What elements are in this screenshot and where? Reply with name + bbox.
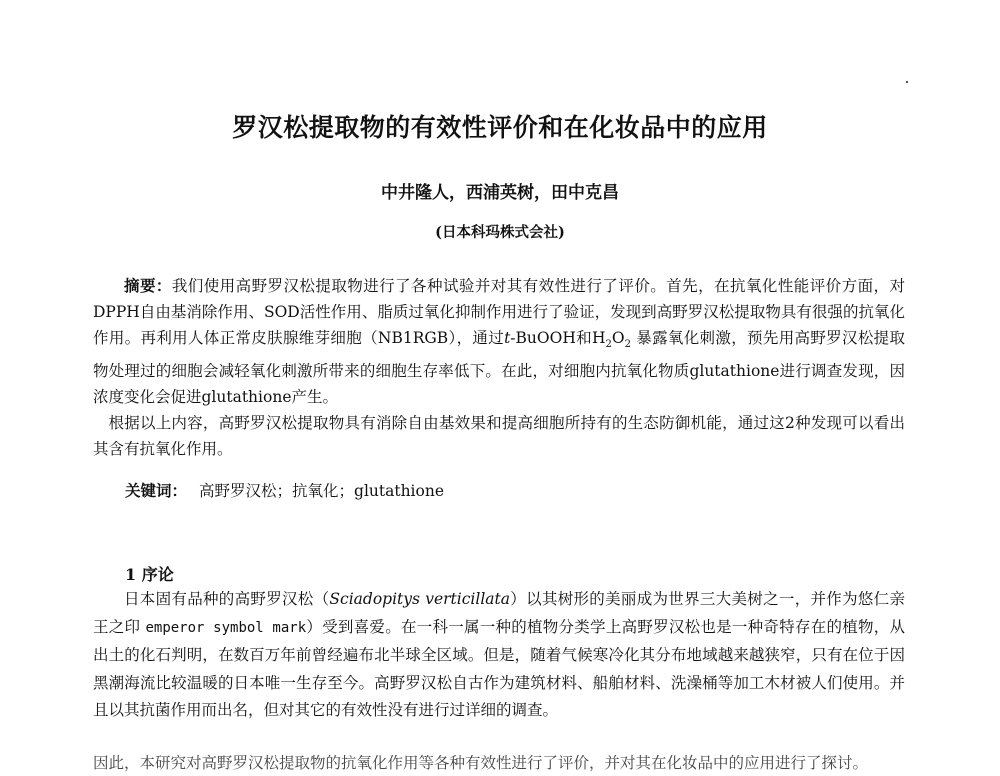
abstract-text-1b: 暴露氧化刺激，预先用高野罗汉松提取物处理过的细胞会减轻氧化刺激所带来的细胞生存率低下。在此，对细胞内抗氧化物质glutathione进行调查发现，因浓度变化会促进glutathione产生。 bbox=[93, 329, 905, 407]
keywords-values: 高野罗汉松；抗氧化；glutathione bbox=[199, 482, 445, 500]
chem-sub-2b: 2 bbox=[624, 339, 631, 351]
paper-title: 罗汉松提取物的有效性评价和在化妆品中的应用 bbox=[232, 113, 768, 142]
abstract-label: 摘要： bbox=[124, 276, 172, 295]
chem-o: O bbox=[611, 329, 625, 347]
abstract-text-1a: 我们使用高野罗汉松提取物进行了各种试验并对其有效性进行了评价。首先，在抗氧化性能评价方面，对DPPH自由基消除作用、SOD活性作用、脂质过氧化抑制作用进行了验证，发现到高野罗汉松提取物具有很强的抗氧化作用。再利用人体正常皮肤腺维芽细胞（NB1RGB），通过 bbox=[93, 277, 905, 347]
section-1-body bbox=[93, 586, 905, 725]
section-1-heading: 1 序论 bbox=[125, 565, 174, 584]
abstract-paragraph-1 bbox=[93, 273, 905, 410]
author-list: 中井隆人，西浦英树，田中克昌 bbox=[381, 183, 619, 203]
intro-text-a: 日本固有品种的高野罗汉松（ bbox=[124, 590, 330, 608]
keywords-label: 关键词： bbox=[125, 481, 188, 500]
chem-t-prefix: t bbox=[504, 329, 511, 347]
abstract-paragraph-2: 根据以上内容，高野罗汉松提取物具有消除自由基效果和提高细胞所持有的生态防御机能，通过这2种发现可以看出其含有抗氧化作用。 bbox=[93, 414, 905, 459]
affiliation: (日本科玛株式会社) bbox=[435, 224, 565, 241]
intro-text-b: ）以其树形的美丽成为世界三大美树之一，并作为悠仁亲王之印 bbox=[93, 590, 905, 636]
next-line-text: 因此，本研究对高野罗汉松提取物的抗氧化作用等各种有效性进行了评价，并对其在化妆品中的应用进行了探讨。 bbox=[93, 754, 869, 772]
section-1-paragraph bbox=[93, 586, 905, 725]
keywords bbox=[125, 478, 444, 504]
latin-species-name: Sciadopitys verticillata bbox=[329, 590, 510, 608]
cut-off-next-line bbox=[93, 750, 905, 772]
chem-buooh: -BuOOH和H bbox=[510, 329, 606, 347]
chem-sub-2a: 2 bbox=[605, 339, 612, 351]
scan-speck bbox=[906, 81, 908, 83]
abstract bbox=[93, 273, 905, 462]
english-term: emperor symbol mark bbox=[145, 619, 307, 636]
intro-text-c: ）受到喜爱。在一科一属一种的植物分类学上高野罗汉松也是一种奇特存在的植物，从出土的化石判明，在数百万年前曾经遍布北半球全区域。但是，随着气候寒冷化其分布地域越来越狭窄，只有在位于因黑潮海流比较温暖的日本唯一生存至今。高野罗汉松自古作为建筑材料、船舶材料、洗澡桶等加工木材被人们使用。并且以其抗菌作用而出名，但对其它的有效性没有进行过详细的调查。 bbox=[93, 617, 905, 719]
